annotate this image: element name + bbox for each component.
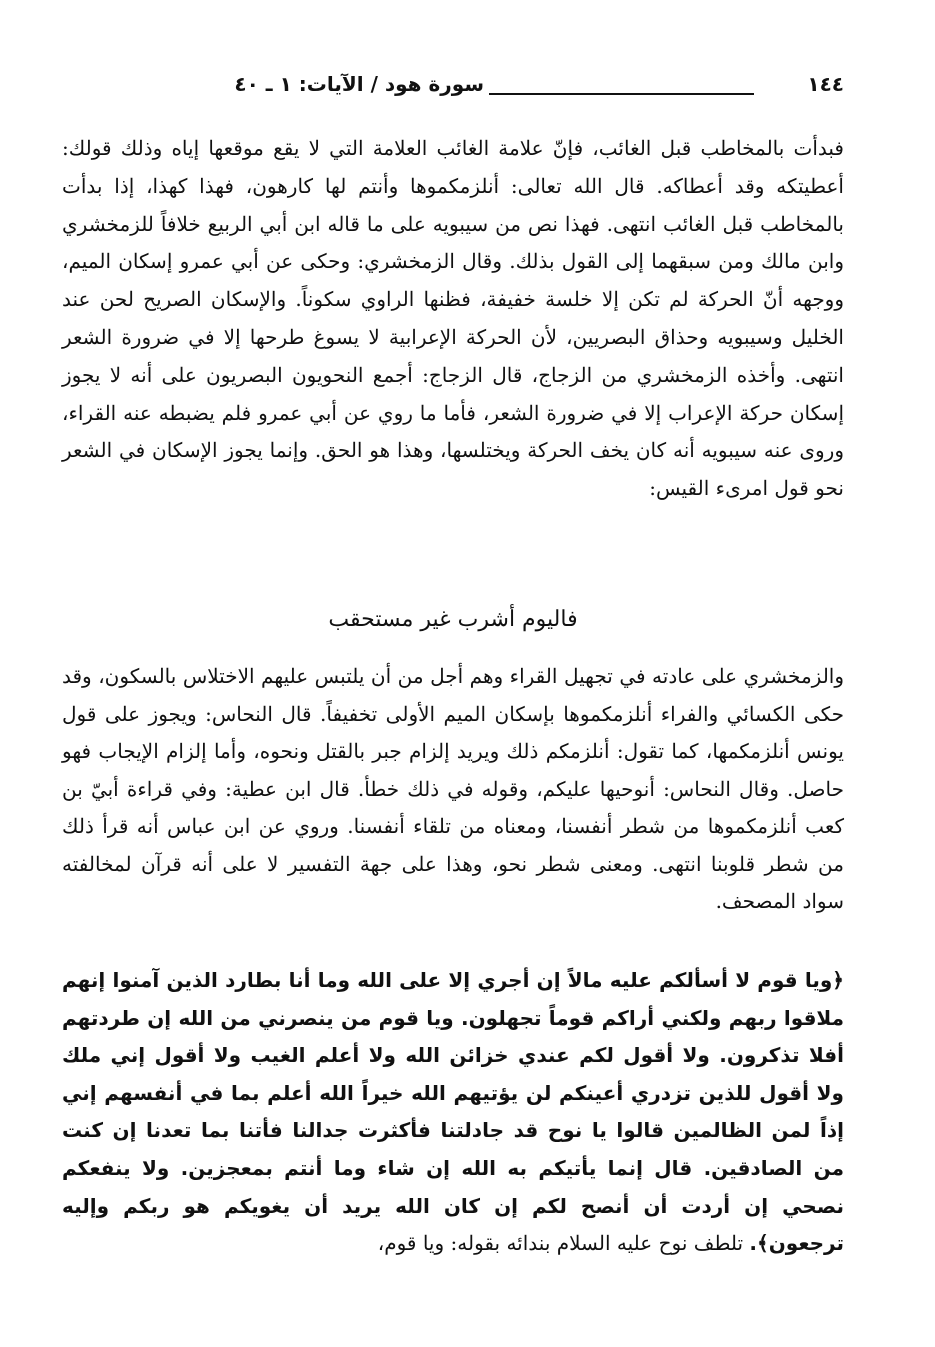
- page-number: ١٤٤: [807, 72, 844, 96]
- quran-passage-paragraph: [62, 962, 844, 1263]
- commentary-continuation: تلطف نوح عليه السلام بندائه بقوله: ويا قوم،: [377, 1231, 750, 1256]
- paragraph-text: فبدأت بالمخاطب قبل الغائب، فإنّ علامة الغائب العلامة التي لا يقع موقعها إياه وذلك قولك: أعطيتكه وقد أعطاكه. قال الله تعالى: أنلزمكموها وأنتم لها كارهون، فهذا كهذا، إذا بدأت بالمخاطب قبل الغائب انتهى. فهذا نص من سيبويه على ما قاله ابن أبي الربيع خلافاً للزمخشري وابن مالك ومن سبقهما إلى القول بذلك. وقال الزمخشري: وحكى عن أبي عمرو إسكان الميم، ووجهه أنّ الحركة لم تكن إلا خلسة خفيفة، فظنها الراوي سكوناً. والإسكان الصريح لحن عند الخليل وسيبويه وحذاق البصريين، لأن الحركة الإعرابية لا يسوغ طرحها إلا في ضرورة الشعر انتهى. وأخذه الزمخشري من الزجاج، قال الزجاج: أجمع النحويون البصريون على أنه لا يجوز إسكان حركة الإعراب إلا في ضرورة الشعر، فأما ما روي عن أبي عمرو فلم يضبطه عنه القراء، وروى عنه سيبويه أنه كان يخف الحركة ويختلسها، وهذا هو الحق. وإنما يجوز الإسكان في الشعر نحو قول امرىء القيس:: [62, 136, 845, 501]
- quran-passage: [62, 962, 844, 1263]
- page-header: [62, 70, 844, 104]
- commentary-paragraph-2: [62, 658, 844, 921]
- quran-verses: ﴿ويا قوم لا أسألكم عليه مالاً إن أجري إلا على الله وما أنا بطارد الذين آمنوا إنهم ملاقوا ربهم ولكني أراكم قوماً تجهلون. ويا قوم من ينصرني من الله إن طردتهم أفلا تذكرون. ولا أقول لكم عندي خزائن الله ولا أعلم الغيب ولا أقول إني ملك ولا أقول للذين تزدري أعينكم لن يؤتيهم الله خيراً الله أعلم بما في أنفسهم إني إذاً لمن الظالمين قالوا يا نوح قد جادلتنا فأكثرت جدالنا فأتنا بما تعدنا إن كنت من الصادقين. قال إنما يأتيكم به الله إن شاء وما أنتم بمعجزين. ولا ينفعكم نصحي إن أردت أن أنصح لكم إن كان الله يريد أن يغويكم هو ربكم وإليه ترجعون﴾.: [62, 968, 844, 1256]
- running-title: سورة هود / الآيات: ١ ـ ٤٠: [234, 72, 484, 96]
- poetry-verse: فاليوم أشرب غير مستحقب: [328, 607, 578, 632]
- header-rule: [489, 93, 754, 95]
- paragraph-text: والزمخشري على عادته في تجهيل القراء وهم أجل من أن يلتبس عليهم الاختلاس بالسكون، وقد حكى الكسائي والفراء أنلزمكموها بإسكان الميم الأولى تخفيفاً. قال النحاس: ويجوز على قول يونس أنلزمكمها، كما تقول: أنلزمكم ذلك ويريد إلزام جبر بالقتل ونحوه، وأما إلزام الإيجاب فهو حاصل. وقال النحاس: أنوحيها عليكم، وقوله في ذلك خطأ. قال ابن عطية: وفي قراءة أبيّ بن كعب أنلزمكموها من شطر أنفسنا، ومعناه من تلقاء أنفسنا. وروي عن ابن عباس أنه قرأ ذلك من شطر قلوبنا انتهى. ومعنى شطر نحو، وهذا على جهة التفسير لا على أنه قرآن لمخالفته سواد المصحف.: [62, 664, 844, 913]
- commentary-paragraph-1: [62, 130, 844, 508]
